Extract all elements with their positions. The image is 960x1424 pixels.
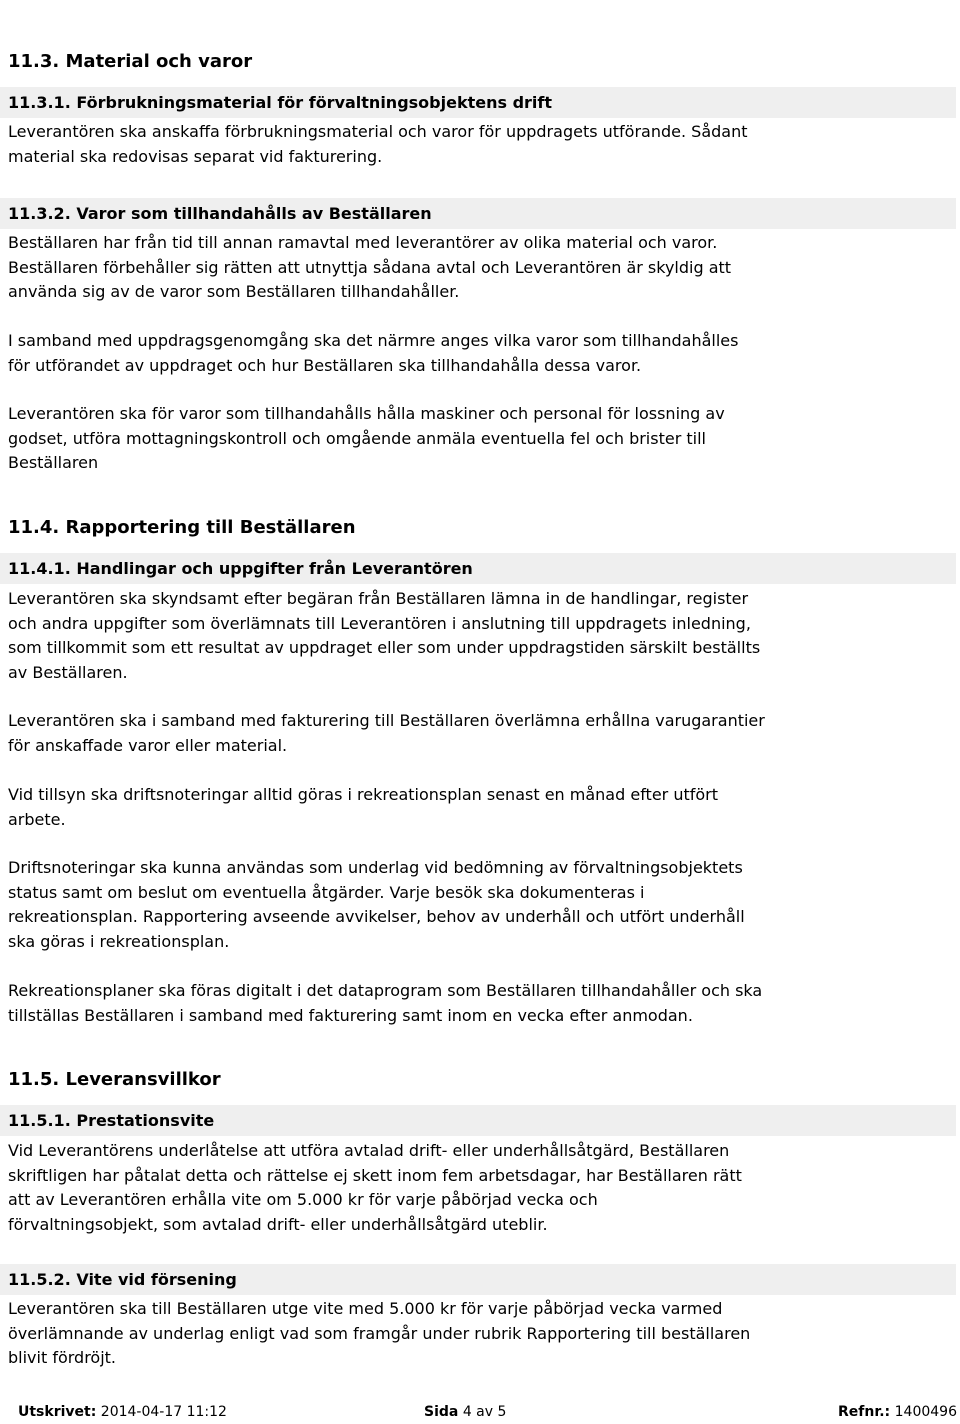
paragraph (8, 587, 760, 685)
paragraph (8, 1139, 742, 1237)
text-line: rekreationsplan. Rapportering avseende avvikelser, behov av underhåll och utfört underhåll (8, 907, 745, 926)
text-line: material ska redovisas separat vid fakturering. (8, 146, 383, 166)
paragraph (8, 856, 745, 954)
text-line: för anskaffade varor eller material. (8, 735, 288, 755)
text-line: tillställas Beställaren i samband med fakturering samt inom en vecka efter anmodan. (8, 1005, 693, 1025)
subsection-heading-11-4-1: 11.4.1. Handlingar och uppgifter från Leverantören (0, 553, 956, 584)
text-line: Driftsnoteringar ska kunna användas som underlag vid bedömning av förvaltningsobjektets (8, 858, 743, 877)
text-line: av Beställaren. (8, 662, 128, 682)
section-heading-11-4: 11.4. Rapportering till Beställaren (8, 517, 356, 538)
printed-value: 2014-04-17 11:12 (100, 1404, 227, 1420)
paragraph (8, 783, 718, 832)
text-line: Leverantören ska till Beställaren utge vite med 5.000 kr för varje påbörjad vecka varmed (8, 1299, 723, 1318)
paragraph (8, 402, 725, 476)
text-line: arbete. (8, 809, 66, 829)
page-value: 4 av 5 (462, 1404, 507, 1420)
text-line: Leverantören ska i samband med fakturering till Beställaren överlämna erhållna varugarantier (8, 711, 765, 730)
text-line: blivit fördröjt. (8, 1348, 117, 1367)
printed-label: Utskrivet: (18, 1404, 97, 1420)
paragraph (8, 979, 762, 1028)
text-line: Leverantören ska för varor som tillhandahålls hålla maskiner och personal för lossning av (8, 404, 725, 423)
ref-value: 1400496 (894, 1404, 957, 1420)
text-line: Beställaren förbehåller sig rätten att utnyttja sådana avtal och Leverantören är skyldig att (8, 257, 732, 277)
reference-number (838, 1400, 957, 1424)
subsection-heading-11-3-1: 11.3.1. Förbrukningsmaterial för förvaltningsobjektens drift (0, 87, 956, 118)
text-line: som tillkommit som ett resultat av uppdraget eller som under uppdragstiden särskilt beställts (8, 638, 761, 657)
printed-date (18, 1400, 227, 1424)
text-line: Vid tillsyn ska driftsnoteringar alltid göras i rekreationsplan senast en månad efter utfört (8, 785, 719, 804)
paragraph (8, 329, 738, 378)
paragraph (8, 1297, 750, 1371)
text-line: förvaltningsobjekt, som avtalad drift- eller underhållsåtgärd uteblir. (8, 1214, 548, 1234)
text-line: Vid Leverantörens underlåtelse att utföra avtalad drift- eller underhållsåtgärd, Beställaren (8, 1141, 730, 1160)
subsection-heading-11-5-1: 11.5.1. Prestationsvite (0, 1105, 956, 1136)
text-line: överlämnande av underlag enligt vad som framgår under rubrik Rapportering till beställaren (8, 1323, 751, 1343)
ref-label: Refnr.: (838, 1404, 891, 1420)
paragraph (8, 120, 748, 169)
text-line: använda sig av de varor som Beställaren tillhandahåller. (8, 282, 460, 301)
text-line: ska göras i rekreationsplan. (8, 931, 230, 951)
subsection-heading-11-5-2: 11.5.2. Vite vid försening (0, 1264, 956, 1295)
page-label: Sida (424, 1404, 459, 1420)
page-number (424, 1400, 506, 1424)
text-line: I samband med uppdragsgenomgång ska det närmre anges vilka varor som tillhandahålles (8, 331, 739, 350)
text-line: Beställaren (8, 453, 99, 472)
paragraph (8, 709, 765, 758)
text-line: Leverantören ska skyndsamt efter begäran från Beställaren lämna in de handlingar, register (8, 589, 749, 608)
text-line: Rekreationsplaner ska föras digitalt i det dataprogram som Beställaren tillhandahåller och ska (8, 981, 763, 1000)
text-line: för utförandet av uppdraget och hur Beställaren ska tillhandahålla dessa varor. (8, 355, 642, 375)
text-line: och andra uppgifter som överlämnats till Leverantören i anslutning till uppdragets inledning, (8, 613, 751, 633)
text-line: skriftligen har påtalat detta och rättelse ej skett inom fem arbetsdagar, har Beställaren rätt (8, 1165, 742, 1185)
section-heading-11-5: 11.5. Leveransvillkor (8, 1069, 221, 1090)
text-line: att av Leverantören erhålla vite om 5.000 kr för varje påbörjad vecka och (8, 1190, 598, 1209)
text-line: status samt om beslut om eventuella åtgärder. Varje besök ska dokumenteras i (8, 882, 645, 902)
page-footer (0, 1400, 960, 1424)
text-line: Beställaren har från tid till annan ramavtal med leverantörer av olika material och varor. (8, 233, 718, 252)
text-line: Leverantören ska anskaffa förbrukningsmaterial och varor för uppdragets utförande. Sådant (8, 122, 748, 141)
subsection-heading-11-3-2: 11.3.2. Varor som tillhandahålls av Beställaren (0, 198, 956, 229)
paragraph (8, 231, 731, 305)
text-line: godset, utföra mottagningskontroll och omgående anmäla eventuella fel och brister till (8, 428, 706, 448)
section-heading-11-3: 11.3. Material och varor (8, 51, 253, 72)
